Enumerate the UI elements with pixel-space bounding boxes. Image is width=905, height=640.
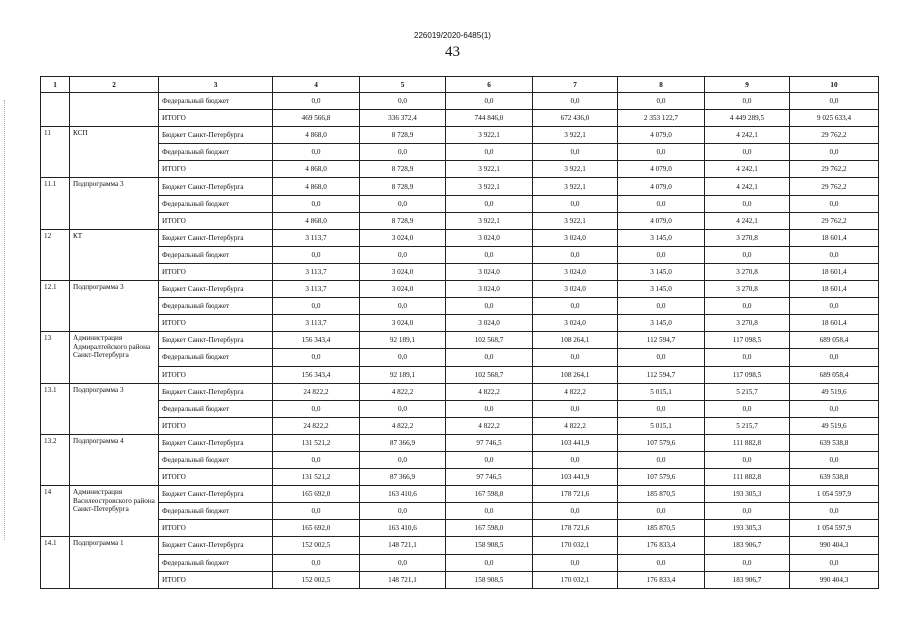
amount-cell: 152 002,5 [273, 537, 360, 554]
amount-cell: 4 079,0 [618, 127, 705, 144]
funding-source-cell: Федеральный бюджет [159, 144, 273, 161]
table-row [41, 195, 879, 212]
amount-cell: 3 024,0 [360, 229, 446, 246]
column-header: 7 [533, 77, 618, 93]
amount-cell: 0,0 [446, 144, 533, 161]
amount-cell: 158 908,5 [446, 537, 533, 554]
funding-source-cell: Федеральный бюджет [159, 451, 273, 468]
amount-cell: 29 762,2 [790, 178, 879, 195]
program-name-cell: КТ [70, 229, 159, 280]
amount-cell: 0,0 [446, 93, 533, 110]
amount-cell: 8 728,9 [360, 212, 446, 229]
table-row [41, 400, 879, 417]
amount-cell: 4 822,2 [360, 417, 446, 434]
amount-cell: 0,0 [533, 246, 618, 263]
amount-cell: 3 024,0 [533, 229, 618, 246]
table-row [41, 486, 879, 503]
table-row [41, 503, 879, 520]
table-row [41, 281, 879, 298]
column-header: 6 [446, 77, 533, 93]
amount-cell: 111 882,8 [705, 469, 790, 486]
amount-cell: 0,0 [705, 144, 790, 161]
amount-cell: 0,0 [705, 298, 790, 315]
amount-cell: 0,0 [360, 246, 446, 263]
amount-cell: 3 922,1 [446, 127, 533, 144]
amount-cell: 2 353 122,7 [618, 110, 705, 127]
funding-source-cell: Бюджет Санкт-Петербурга [159, 537, 273, 554]
table-row [41, 315, 879, 332]
amount-cell: 3 922,1 [533, 178, 618, 195]
page-number: 43 [445, 44, 460, 60]
amount-cell: 167 598,0 [446, 520, 533, 537]
amount-cell: 5 015,1 [618, 417, 705, 434]
amount-cell: 639 538,8 [790, 469, 879, 486]
amount-cell: 0,0 [446, 246, 533, 263]
funding-source-cell: Федеральный бюджет [159, 400, 273, 417]
amount-cell: 3 113,7 [273, 229, 360, 246]
amount-cell: 107 579,6 [618, 434, 705, 451]
amount-cell: 0,0 [790, 246, 879, 263]
amount-cell: 152 002,5 [273, 571, 360, 588]
amount-cell: 103 441,9 [533, 434, 618, 451]
amount-cell: 0,0 [360, 93, 446, 110]
amount-cell: 0,0 [360, 400, 446, 417]
amount-cell: 8 728,9 [360, 127, 446, 144]
table-row [41, 366, 879, 383]
row-number-cell: 14 [41, 486, 70, 537]
amount-cell: 3 024,0 [446, 229, 533, 246]
amount-cell: 0,0 [790, 144, 879, 161]
funding-source-cell: Федеральный бюджет [159, 246, 273, 263]
table-row [41, 229, 879, 246]
amount-cell: 4 242,1 [705, 178, 790, 195]
document-number: 226019/2020-6485(1) [414, 31, 491, 40]
amount-cell: 87 366,9 [360, 469, 446, 486]
table-row [41, 110, 879, 127]
amount-cell: 148 721,1 [360, 571, 446, 588]
amount-cell: 0,0 [273, 349, 360, 366]
amount-cell: 107 579,6 [618, 469, 705, 486]
amount-cell: 0,0 [273, 451, 360, 468]
amount-cell: 92 189,1 [360, 332, 446, 349]
amount-cell: 336 372,4 [360, 110, 446, 127]
amount-cell: 3 922,1 [446, 178, 533, 195]
amount-cell: 3 145,0 [618, 281, 705, 298]
funding-source-cell: Федеральный бюджет [159, 349, 273, 366]
amount-cell: 117 098,5 [705, 332, 790, 349]
amount-cell: 103 441,9 [533, 469, 618, 486]
table-row [41, 537, 879, 554]
amount-cell: 0,0 [533, 451, 618, 468]
amount-cell: 170 032,1 [533, 537, 618, 554]
amount-cell: 0,0 [705, 554, 790, 571]
amount-cell: 112 594,7 [618, 366, 705, 383]
amount-cell: 4 822,2 [446, 383, 533, 400]
amount-cell: 5 215,7 [705, 383, 790, 400]
table-body [41, 77, 879, 589]
funding-source-cell: ИТОГО [159, 366, 273, 383]
table-row [41, 417, 879, 434]
table-row [41, 212, 879, 229]
table-row [41, 144, 879, 161]
amount-cell: 0,0 [618, 195, 705, 212]
amount-cell: 689 058,4 [790, 332, 879, 349]
program-name-cell: Подпрограмма 3 [70, 178, 159, 229]
amount-cell: 0,0 [533, 349, 618, 366]
program-name-cell: Администрация Адмиралтейского района Санкт-Петербурга [70, 332, 159, 383]
amount-cell: 0,0 [533, 195, 618, 212]
column-header: 4 [273, 77, 360, 93]
row-number-cell: 12 [41, 229, 70, 280]
amount-cell: 49 519,6 [790, 417, 879, 434]
amount-cell: 9 025 633,4 [790, 110, 879, 127]
amount-cell: 183 906,7 [705, 571, 790, 588]
amount-cell: 0,0 [360, 451, 446, 468]
amount-cell: 108 264,1 [533, 332, 618, 349]
amount-cell: 3 024,0 [533, 281, 618, 298]
amount-cell: 0,0 [790, 298, 879, 315]
table-row [41, 469, 879, 486]
amount-cell: 0,0 [790, 195, 879, 212]
amount-cell: 3 024,0 [533, 315, 618, 332]
amount-cell: 4 242,1 [705, 161, 790, 178]
amount-cell: 185 870,5 [618, 486, 705, 503]
table-row [41, 178, 879, 195]
table-row [41, 263, 879, 280]
amount-cell: 0,0 [705, 451, 790, 468]
budget-table [40, 76, 879, 589]
amount-cell: 158 908,5 [446, 571, 533, 588]
amount-cell: 178 721,6 [533, 520, 618, 537]
amount-cell: 3 024,0 [446, 263, 533, 280]
amount-cell: 18 601,4 [790, 229, 879, 246]
table-row [41, 349, 879, 366]
amount-cell: 0,0 [446, 451, 533, 468]
row-number-cell [41, 93, 70, 127]
amount-cell: 131 521,2 [273, 434, 360, 451]
amount-cell: 3 145,0 [618, 263, 705, 280]
amount-cell: 4 822,2 [533, 383, 618, 400]
amount-cell: 0,0 [533, 400, 618, 417]
funding-source-cell: Бюджет Санкт-Петербурга [159, 486, 273, 503]
amount-cell: 0,0 [446, 400, 533, 417]
amount-cell: 0,0 [705, 93, 790, 110]
amount-cell: 4 822,2 [533, 417, 618, 434]
funding-source-cell: Федеральный бюджет [159, 93, 273, 110]
table-row [41, 383, 879, 400]
table-row [41, 161, 879, 178]
amount-cell: 3 024,0 [446, 315, 533, 332]
amount-cell: 3 024,0 [360, 315, 446, 332]
amount-cell: 0,0 [705, 246, 790, 263]
program-name-cell: Подпрограмма 3 [70, 281, 159, 332]
funding-source-cell: Бюджет Санкт-Петербурга [159, 229, 273, 246]
amount-cell: 102 568,7 [446, 332, 533, 349]
amount-cell: 111 882,8 [705, 434, 790, 451]
amount-cell: 112 594,7 [618, 332, 705, 349]
amount-cell: 0,0 [360, 298, 446, 315]
funding-source-cell: Бюджет Санкт-Петербурга [159, 127, 273, 144]
amount-cell: 3 270,8 [705, 263, 790, 280]
column-header: 1 [41, 77, 70, 93]
table-row [41, 298, 879, 315]
funding-source-cell: ИТОГО [159, 571, 273, 588]
amount-cell: 3 024,0 [533, 263, 618, 280]
row-number-cell: 13.2 [41, 434, 70, 485]
amount-cell: 3 145,0 [618, 229, 705, 246]
amount-cell: 0,0 [790, 554, 879, 571]
amount-cell: 178 721,6 [533, 486, 618, 503]
amount-cell: 97 746,5 [446, 469, 533, 486]
amount-cell: 0,0 [618, 503, 705, 520]
amount-cell: 0,0 [705, 503, 790, 520]
amount-cell: 165 692,0 [273, 520, 360, 537]
table-row [41, 434, 879, 451]
amount-cell: 18 601,4 [790, 281, 879, 298]
amount-cell: 0,0 [618, 144, 705, 161]
column-header: 2 [70, 77, 159, 93]
amount-cell: 102 568,7 [446, 366, 533, 383]
row-number-cell: 12.1 [41, 281, 70, 332]
amount-cell: 0,0 [790, 503, 879, 520]
amount-cell: 49 519,6 [790, 383, 879, 400]
amount-cell: 0,0 [618, 93, 705, 110]
funding-source-cell: Федеральный бюджет [159, 503, 273, 520]
amount-cell: 0,0 [360, 144, 446, 161]
amount-cell: 170 032,1 [533, 571, 618, 588]
amount-cell: 0,0 [360, 349, 446, 366]
amount-cell: 0,0 [273, 503, 360, 520]
amount-cell: 3 113,7 [273, 263, 360, 280]
funding-source-cell: ИТОГО [159, 520, 273, 537]
table-row [41, 554, 879, 571]
amount-cell: 97 746,5 [446, 434, 533, 451]
amount-cell: 0,0 [790, 400, 879, 417]
amount-cell: 185 870,5 [618, 520, 705, 537]
amount-cell: 3 145,0 [618, 315, 705, 332]
funding-source-cell: Федеральный бюджет [159, 195, 273, 212]
amount-cell: 3 270,8 [705, 229, 790, 246]
amount-cell: 0,0 [273, 400, 360, 417]
amount-cell: 0,0 [446, 554, 533, 571]
amount-cell: 0,0 [446, 503, 533, 520]
amount-cell: 0,0 [273, 93, 360, 110]
amount-cell: 0,0 [618, 400, 705, 417]
program-name-cell [70, 93, 159, 127]
amount-cell: 4 449 289,5 [705, 110, 790, 127]
amount-cell: 3 113,7 [273, 315, 360, 332]
amount-cell: 3 024,0 [360, 263, 446, 280]
amount-cell: 4 079,0 [618, 178, 705, 195]
amount-cell: 3 922,1 [446, 161, 533, 178]
amount-cell: 4 079,0 [618, 212, 705, 229]
program-name-cell: Подпрограмма 4 [70, 434, 159, 485]
table-row [41, 520, 879, 537]
amount-cell: 117 098,5 [705, 366, 790, 383]
amount-cell: 24 822,2 [273, 417, 360, 434]
amount-cell: 3 922,1 [446, 212, 533, 229]
funding-source-cell: Бюджет Санкт-Петербурга [159, 332, 273, 349]
funding-source-cell: Федеральный бюджет [159, 298, 273, 315]
amount-cell: 3 270,8 [705, 315, 790, 332]
amount-cell: 3 922,1 [533, 127, 618, 144]
amount-cell: 1 054 597,9 [790, 486, 879, 503]
amount-cell: 0,0 [446, 298, 533, 315]
row-number-cell: 11.1 [41, 178, 70, 229]
amount-cell: 0,0 [360, 503, 446, 520]
amount-cell: 4 242,1 [705, 127, 790, 144]
amount-cell: 167 598,0 [446, 486, 533, 503]
amount-cell: 4 868,0 [273, 161, 360, 178]
amount-cell: 0,0 [618, 298, 705, 315]
amount-cell: 0,0 [273, 144, 360, 161]
amount-cell: 0,0 [533, 144, 618, 161]
amount-cell: 0,0 [790, 451, 879, 468]
amount-cell: 0,0 [273, 554, 360, 571]
funding-source-cell: Федеральный бюджет [159, 554, 273, 571]
table-row [41, 451, 879, 468]
amount-cell: 0,0 [273, 195, 360, 212]
amount-cell: 4 079,0 [618, 161, 705, 178]
amount-cell: 8 728,9 [360, 161, 446, 178]
amount-cell: 990 404,3 [790, 571, 879, 588]
amount-cell: 0,0 [273, 298, 360, 315]
funding-source-cell: ИТОГО [159, 315, 273, 332]
program-name-cell: Администрация Василеостровского района Санкт-Петербурга [70, 486, 159, 537]
program-name-cell: Подпрограмма 1 [70, 537, 159, 588]
amount-cell: 3 270,8 [705, 281, 790, 298]
column-header: 9 [705, 77, 790, 93]
funding-source-cell: ИТОГО [159, 110, 273, 127]
table-row [41, 93, 879, 110]
amount-cell: 0,0 [446, 349, 533, 366]
column-header: 10 [790, 77, 879, 93]
amount-cell: 193 305,3 [705, 520, 790, 537]
amount-cell: 0,0 [790, 349, 879, 366]
amount-cell: 4 868,0 [273, 127, 360, 144]
funding-source-cell: Бюджет Санкт-Петербурга [159, 281, 273, 298]
amount-cell: 4 242,1 [705, 212, 790, 229]
amount-cell: 0,0 [618, 349, 705, 366]
amount-cell: 0,0 [360, 195, 446, 212]
amount-cell: 131 521,2 [273, 469, 360, 486]
amount-cell: 639 538,8 [790, 434, 879, 451]
amount-cell: 0,0 [273, 246, 360, 263]
table-row [41, 127, 879, 144]
amount-cell: 0,0 [533, 554, 618, 571]
amount-cell: 92 189,1 [360, 366, 446, 383]
amount-cell: 744 846,0 [446, 110, 533, 127]
amount-cell: 29 762,2 [790, 161, 879, 178]
amount-cell: 689 058,4 [790, 366, 879, 383]
amount-cell: 176 833,4 [618, 571, 705, 588]
amount-cell: 4 868,0 [273, 212, 360, 229]
column-header: 3 [159, 77, 273, 93]
amount-cell: 0,0 [705, 400, 790, 417]
row-number-cell: 13 [41, 332, 70, 383]
amount-cell: 0,0 [705, 349, 790, 366]
table-row [41, 571, 879, 588]
row-number-cell: 14.1 [41, 537, 70, 588]
program-name-cell: Подпрограмма 3 [70, 383, 159, 434]
amount-cell: 0,0 [618, 451, 705, 468]
column-header: 5 [360, 77, 446, 93]
amount-cell: 0,0 [533, 503, 618, 520]
amount-cell: 4 822,2 [446, 417, 533, 434]
amount-cell: 156 343,4 [273, 332, 360, 349]
amount-cell: 183 906,7 [705, 537, 790, 554]
amount-cell: 0,0 [705, 195, 790, 212]
amount-cell: 193 305,3 [705, 486, 790, 503]
amount-cell: 1 054 597,9 [790, 520, 879, 537]
funding-source-cell: ИТОГО [159, 469, 273, 486]
amount-cell: 4 822,2 [360, 383, 446, 400]
program-name-cell: КСП [70, 127, 159, 178]
amount-cell: 3 113,7 [273, 281, 360, 298]
amount-cell: 0,0 [360, 554, 446, 571]
column-header: 8 [618, 77, 705, 93]
amount-cell: 672 436,0 [533, 110, 618, 127]
amount-cell: 5 015,1 [618, 383, 705, 400]
table-row [41, 246, 879, 263]
amount-cell: 0,0 [790, 93, 879, 110]
funding-source-cell: Бюджет Санкт-Петербурга [159, 383, 273, 400]
amount-cell: 8 728,9 [360, 178, 446, 195]
amount-cell: 0,0 [446, 195, 533, 212]
amount-cell: 148 721,1 [360, 537, 446, 554]
amount-cell: 0,0 [533, 298, 618, 315]
amount-cell: 3 922,1 [533, 161, 618, 178]
scan-margin-marks [4, 100, 7, 540]
amount-cell: 87 366,9 [360, 434, 446, 451]
amount-cell: 469 566,8 [273, 110, 360, 127]
funding-source-cell: Бюджет Санкт-Петербурга [159, 178, 273, 195]
amount-cell: 29 762,2 [790, 212, 879, 229]
row-number-cell: 13.1 [41, 383, 70, 434]
amount-cell: 163 410,6 [360, 486, 446, 503]
table-row [41, 332, 879, 349]
amount-cell: 108 264,1 [533, 366, 618, 383]
amount-cell: 29 762,2 [790, 127, 879, 144]
amount-cell: 3 922,1 [533, 212, 618, 229]
amount-cell: 176 833,4 [618, 537, 705, 554]
funding-source-cell: ИТОГО [159, 161, 273, 178]
row-number-cell: 11 [41, 127, 70, 178]
amount-cell: 4 868,0 [273, 178, 360, 195]
funding-source-cell: ИТОГО [159, 212, 273, 229]
amount-cell: 18 601,4 [790, 315, 879, 332]
amount-cell: 3 024,0 [360, 281, 446, 298]
amount-cell: 3 024,0 [446, 281, 533, 298]
amount-cell: 156 343,4 [273, 366, 360, 383]
amount-cell: 990 404,3 [790, 537, 879, 554]
funding-source-cell: ИТОГО [159, 417, 273, 434]
funding-source-cell: ИТОГО [159, 263, 273, 280]
amount-cell: 0,0 [533, 93, 618, 110]
amount-cell: 165 692,0 [273, 486, 360, 503]
amount-cell: 18 601,4 [790, 263, 879, 280]
amount-cell: 0,0 [618, 246, 705, 263]
amount-cell: 24 822,2 [273, 383, 360, 400]
header-row [41, 77, 879, 93]
amount-cell: 163 410,6 [360, 520, 446, 537]
amount-cell: 0,0 [618, 554, 705, 571]
amount-cell: 5 215,7 [705, 417, 790, 434]
funding-source-cell: Бюджет Санкт-Петербурга [159, 434, 273, 451]
